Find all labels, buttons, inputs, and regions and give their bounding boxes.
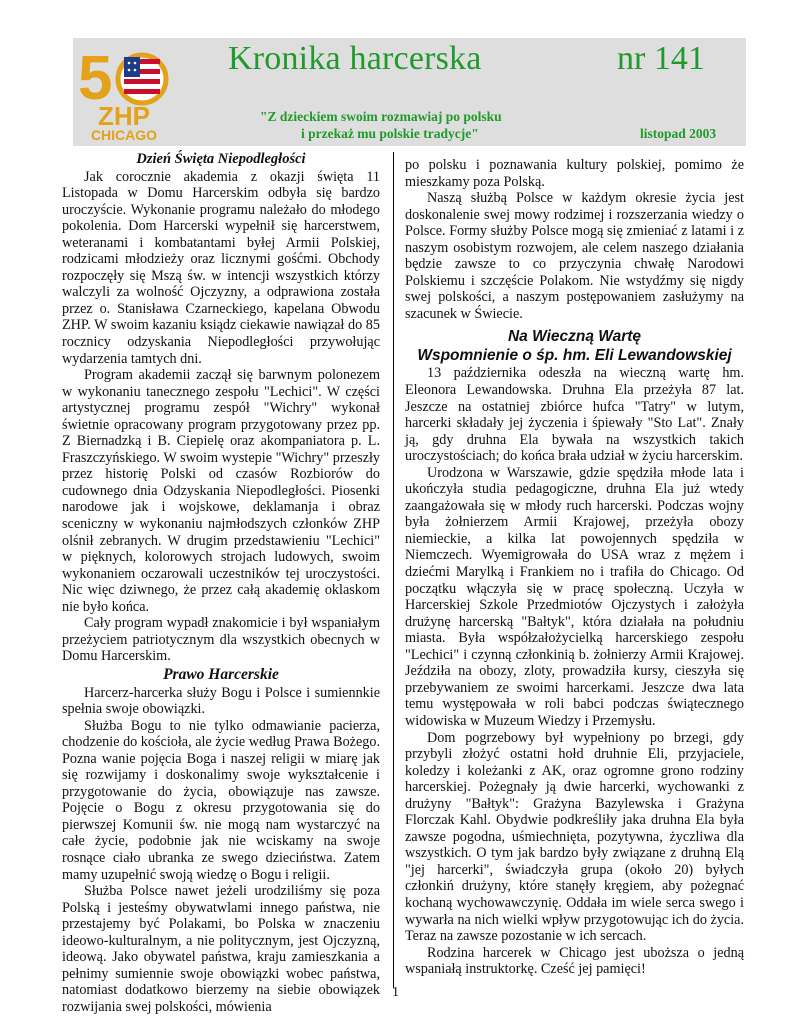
right-column — [405, 157, 744, 978]
motto-line-2: i przekaż mu polskie tradycje" — [301, 126, 479, 141]
article-paragraph: Służba Bogu to nie tylko odmawianie pacierza, chodzenie do kościoła, ale życie według Prawa Bożego. Pozna wanie pojęcia Boga i naszej religii w miarę jak się rozwijamy i doskonalimy swoje wykształcenie i przygotowanie do życia, obowiązuje nas zawsze. Pojęcie o Bogu z okresu przygotowania się do pierwszej Komunii św. nie mogą nam wystarczyć na całe życie, podobnie jak nie wciskamy na swoje rosnące ciało ubranka ze swego dzieciństwa. Zatem mamy uzupełnić swoją wiedzę o Bogu i religii. — [62, 717, 380, 883]
article-paragraph: Urodzona w Warszawie, gdzie spędziła młode lata i ukończyła studia pedagogiczne, druhna Ela już wtedy zaangażowała się w młody ruch harcerski. Podczas wojny była żołnierzem Armii Krajowej, przeżyła obozy niemieckie, a kilka lat powojennych spędziła w Niemczech. Wyemigrowała do USA wraz z mężem i dziećmi Marylką i Frankiem no i trafiła do Chicago. Od początku włączyła się w pracę społeczną. Uczyła w Harcerskiej Szkole Przedmiotów Ojczystych i założyła drużynę harcerską "Bałtyk", która działała na południu miasta. Była współzałożycielką harcerskiego zespołu "Lechici" i czynną członkinią b. żołnierzy Armii Krajowej. Jeździła na obozy, zloty, prowadziła kursy, cieszyła się przebywaniem ze swoimi harcerkami. Jeszcze dwa lata temu występowała w roli babci podczas świątecznego widowiska w Muzeum Wiedzy i Przemysłu. — [405, 464, 744, 729]
article-paragraph: Rodzina harcerek w Chicago jest uboższa o jedną wspaniałą instruktorkę. Cześć jej pamięci! — [405, 944, 744, 978]
issue-number: nr 141 — [617, 40, 705, 77]
article-heading-independence-day: Dzień Święta Niepodległości — [136, 151, 306, 167]
article-paragraph: Program akademii zaczął się barwnym polonezem w wykonaniu tanecznego zespołu "Lechici". W części artystycznej programu zespół "Wichry" wykonał świetnie opracowany program przygotowany przez pp. Z Biernadzką i B. Ciepielę oraz akompaniatora p. L. Fraszczyńskiego. W swoim wystepie "Wichry" przeszły przez historię Polski od czasów Rozbiorów do cudownego dnia Odzyskania Niepodległości. Piosenki narodowe jak i wojskowe, deklamanja i obraz sceniczny w wykonaniu najmłodszych członków ZHP olśnił zebranych. W drugim przedstawieniu "Lechici" w pięknych, kolorowych strojach ludowych, swoim wykonaniem oczarowali uczestników tej uroczystości. Nic więc dziwnego, że przez całą akademię oklaskom nie było końca. — [62, 367, 380, 615]
article-paragraph: Naszą służbą Polsce w każdym okresie życia jest doskonalenie swej mowy rodzimej i rozszerzania wiedzy o Polsce. Formy służby Polsce mogą się zmieniać z latami i z naszym osobistym rozwojem, ale celem naszego działania będzie zawsze to co przyczynia chwałę Narodowi Polskiemu i szczęście Polakom. Nie wstydźmy się nigdy swej polskości, a naszym postępowaniem zasłużymy na szacunek w Świecie. — [405, 190, 744, 322]
newsletter-title: Kronika harcerska — [228, 40, 482, 77]
article-subheading-memorial: Wspomnienie o śp. hm. Eli Lewandowskiej — [417, 347, 732, 365]
article-paragraph: Służba Polsce nawet jeżeli urodziliśmy się poza Polską i jesteśmy obywatwlami innego państwa, nie przestajemy być Polakami, bo Polska w znaczeniu ideowo-kulturalnym, a nie politycznym, jest Ojczyzną, ideową. Jako obywatel państwa, kraju zamieszkania a pełnimy sumiennie swoje obowiązki wobec państwa, natomiast dodatkowo bierzemy na siebie obowiązek rozwijania swej polskości, mówienia — [62, 883, 380, 1015]
left-column — [62, 151, 380, 1015]
article-paragraph: Cały program wypadł znakomicie i był wspaniałym przeżyciem patriotycznym dla wszystkich obecnych w Domu Harcerskim. — [62, 615, 380, 665]
article-heading-eternal-watch: Na Wieczną Wartę — [507, 328, 642, 346]
logo-org: ZHP — [98, 101, 150, 131]
article-heading-scout-law: Prawo Harcerskie — [163, 665, 279, 683]
logo-number-five: 5 — [78, 44, 113, 113]
article-paragraph: Harcerz-harcerka służy Bogu i Polsce i sumiennkie spełnia swoje obowiązki. — [62, 684, 380, 718]
article-paragraph: Dom pogrzebowy był wypełniony po brzegi, gdy przybyli złożyć ostatni hołd druhnie Eli, przyjaciele, koledzy i koleżanki z AK, oraz ogromne grono rodziny harcerskiej. Pożegnały ją dwie harcerki, wychowanki z drużyny "Bałtyk": Grażyna Bazylewska i Grażyna Florczak Kahl. Obydwie podkreśliły jaka druhna Ela była zawsze pogodna, uśmiechnięta, pozytywna, życzliwa dla wszystkich. O tym jak bardzo były związane z druhną Elą "jej harcerki", świadczyła grupa (około 20) byłych członkiń drużyny, które stanęły kręgiem, aby pożegnać kochaną wychowawczynię. Oddała im wiele serca swego i wywarła na nich wielki wpływ przygotowując ich do życia. Teraz na zawsze pozostanie w ich sercach. — [405, 729, 744, 945]
zhp-50-chicago-logo — [76, 43, 172, 143]
article-paragraph: 13 października odeszła na wieczną wartę hm. Eleonora Lewandowska. Druhna Ela przeżyła 87 lat. Jeszcze na ostatniej zbiórce hufca "Tatry" w lutym, harcerki składały jej życzenia i śpiewały "Sto Lat". Znały ją, gdy druhna Ela bywała na wszystkich takich uroczystościach; do końca brała udział w życiu harcerskim. — [405, 365, 744, 465]
issue-date: listopad 2003 — [640, 126, 717, 141]
logo-city: CHICAGO — [90, 127, 158, 143]
page-number: 1 — [392, 985, 399, 1000]
article-paragraph: po polsku i poznawania kultury polskiej, pomimo że mieszkamy poza Polską. — [405, 157, 744, 190]
column-divider — [393, 152, 394, 988]
motto-line-1: "Z dzieckiem swoim rozmawiaj po polsku — [260, 109, 502, 124]
article-paragraph: Jak corocznie akademia z okazji święta 11 Listopada w Domu Harcerskim odbyła się bardzo uroczyście. Wykonanie programu należało do młodego pokolenia. Dom Harcerski wypełnił się harcerstwem, weteranami i kombatantami byłej Armii Polskiej, rodzicami młodzieży oraz licznymi gośćmi. Obchody rozpoczęły się Mszą św. w intencji wszystkich którzy walczyli za wolność Ojczyzny, a odprawiona została przez o. Stanisława Czarneckiego, kapelana Obwodu ZHP. W swoim kazaniu ksiądz ciekawie nawiązał do 85 rocznicy odzyskania Niepodległości przywołując wydarzenia tamtych dni. — [62, 168, 380, 367]
